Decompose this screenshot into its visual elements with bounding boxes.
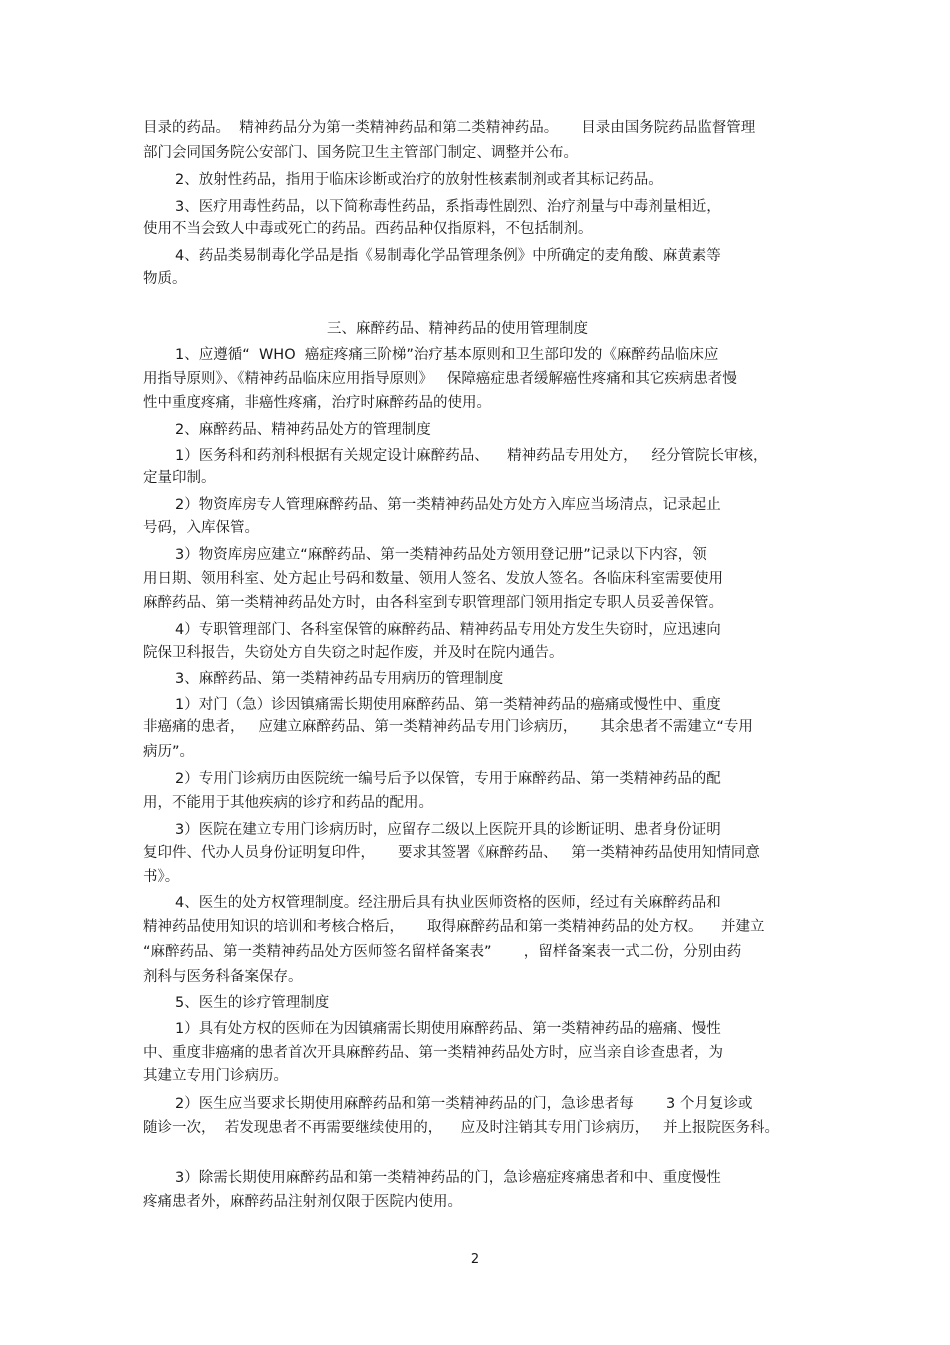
text-line: 2、麻醉药品、精神药品处方的管理制度 xyxy=(175,422,431,438)
text-line: 4）专职管理部门、各科室保管的麻醉药品、精神药品专用处方发生失窃时，应迅速向 xyxy=(175,622,721,638)
text-line: 使用不当会致人中毒或死亡的药品。西药品种仅指原料，不包括制剂。 xyxy=(143,221,593,237)
section-heading: 三、麻醉药品、精神药品的使用管理制度 xyxy=(327,321,588,337)
text-line: 病历”。 xyxy=(143,744,195,760)
text-line: 随诊一次， 若发现患者不再需要继续使用的， 应及时注销其专用门诊病历， 并上报院医务科。 xyxy=(143,1120,779,1136)
text-line: 用指导原则》、《精神药品临床应用指导原则》 保障癌症患者缓解癌性疼痛和其它疾病患者慢 xyxy=(143,371,737,387)
text-line: 院保卫科报告，失窃处方自失窃之时起作废，并及时在院内通告。 xyxy=(143,645,564,661)
page-number: 2 xyxy=(470,1252,480,1267)
text-line: 3、麻醉药品、第一类精神药品专用病历的管理制度 xyxy=(175,671,504,687)
text-line: 用日期、领用科室、处方起止号码和数量、领用人签名、发放人签名。各临床科室需要使用 xyxy=(143,571,723,587)
text-line: “麻醉药品、第一类精神药品处方医师签名留样备案表” ，留样备案表一式二份，分别由药 xyxy=(143,944,742,960)
text-line: 定量印制。 xyxy=(143,470,216,486)
text-line: 4、药品类易制毒化学品是指《易制毒化学品管理条例》中所确定的麦角酸、麻黄素等 xyxy=(175,248,721,264)
text-line: 目录的药品。 精神药品分为第一类精神药品和第二类精神药品。 目录由国务院药品监督管理 xyxy=(143,120,756,136)
text-line: 精神药品使用知识的培训和考核合格后， 取得麻醉药品和第一类精神药品的处方权。 并建立 xyxy=(143,919,765,935)
text-line: 2）医生应当要求长期使用麻醉药品和第一类精神药品的门，急诊患者每 3 个月复诊或 xyxy=(175,1096,753,1112)
text-line: 性中重度疼痛，非癌性疼痛，治疗时麻醉药品的使用。 xyxy=(143,395,491,411)
text-line: 1）对门（急）诊因镇痛需长期使用麻醉药品、第一类精神药品的癌痛或慢性中、重度 xyxy=(175,697,721,713)
text-line: 2）专用门诊病历由医院统一编号后予以保管，专用于麻醉药品、第一类精神药品的配 xyxy=(175,771,721,787)
text-line: 中、重度非癌痛的患者首次开具麻醉药品、第一类精神药品处方时，应当亲自诊查患者，为 xyxy=(143,1045,723,1061)
text-line: 书》。 xyxy=(143,869,180,885)
text-line: 复印件、代办人员身份证明复印件， 要求其签署《麻醉药品、 第一类精神药品使用知情同意 xyxy=(143,845,760,861)
text-line: 2）物资库房专人管理麻醉药品、第一类精神药品处方处方入库应当场清点，记录起止 xyxy=(175,497,721,513)
text-line: 3）除需长期使用麻醉药品和第一类精神药品的门，急诊癌症疼痛患者和中、重度慢性 xyxy=(175,1170,721,1186)
text-line: 麻醉药品、第一类精神药品处方时，由各科室到专职管理部门领用指定专职人员妥善保管。 xyxy=(143,595,723,611)
text-line: 其建立专用门诊病历。 xyxy=(143,1068,288,1084)
text-line: 3）物资库房应建立“麻醉药品、第一类精神药品处方领用登记册”记录以下内容，领 xyxy=(175,547,707,563)
text-line: 剂科与医务科备案保存。 xyxy=(143,969,303,985)
text-line: 3、医疗用毒性药品，以下简称毒性药品，系指毒性剧烈、治疗剂量与中毒剂量相近， xyxy=(175,199,721,215)
text-line: 1、应遵循“ WHO 癌症疼痛三阶梯”治疗基本原则和卫生部印发的《麻醉药品临床应 xyxy=(175,347,719,363)
text-line: 物质。 xyxy=(143,271,187,287)
text-line: 疼痛患者外，麻醉药品注射剂仅限于医院内使用。 xyxy=(143,1194,462,1210)
text-line: 1）医务科和药剂科根据有关规定设计麻醉药品、 精神药品专用处方， 经分管院长审核， xyxy=(175,448,768,464)
text-line: 部门会同国务院公安部门、国务院卫生主管部门制定、调整并公布。 xyxy=(143,145,578,161)
text-line: 3）医院在建立专用门诊病历时，应留存二级以上医院开具的诊断证明、患者身份证明 xyxy=(175,822,721,838)
text-line: 非癌痛的患者， 应建立麻醉药品、第一类精神药品专用门诊病历， 其余患者不需建立“专用 xyxy=(143,719,753,735)
text-line: 用，不能用于其他疾病的诊疗和药品的配用。 xyxy=(143,795,433,811)
text-line: 4、医生的处方权管理制度。经注册后具有执业医师资格的医师，经过有关麻醉药品和 xyxy=(175,895,721,911)
text-line: 2、放射性药品，指用于临床诊断或治疗的放射性核素制剂或者其标记药品。 xyxy=(175,172,663,188)
text-line: 5、医生的诊疗管理制度 xyxy=(175,995,330,1011)
text-line: 1）具有处方权的医师在为因镇痛需长期使用麻醉药品、第一类精神药品的癌痛、慢性 xyxy=(175,1021,721,1037)
text-line: 号码，入库保管。 xyxy=(143,520,259,536)
